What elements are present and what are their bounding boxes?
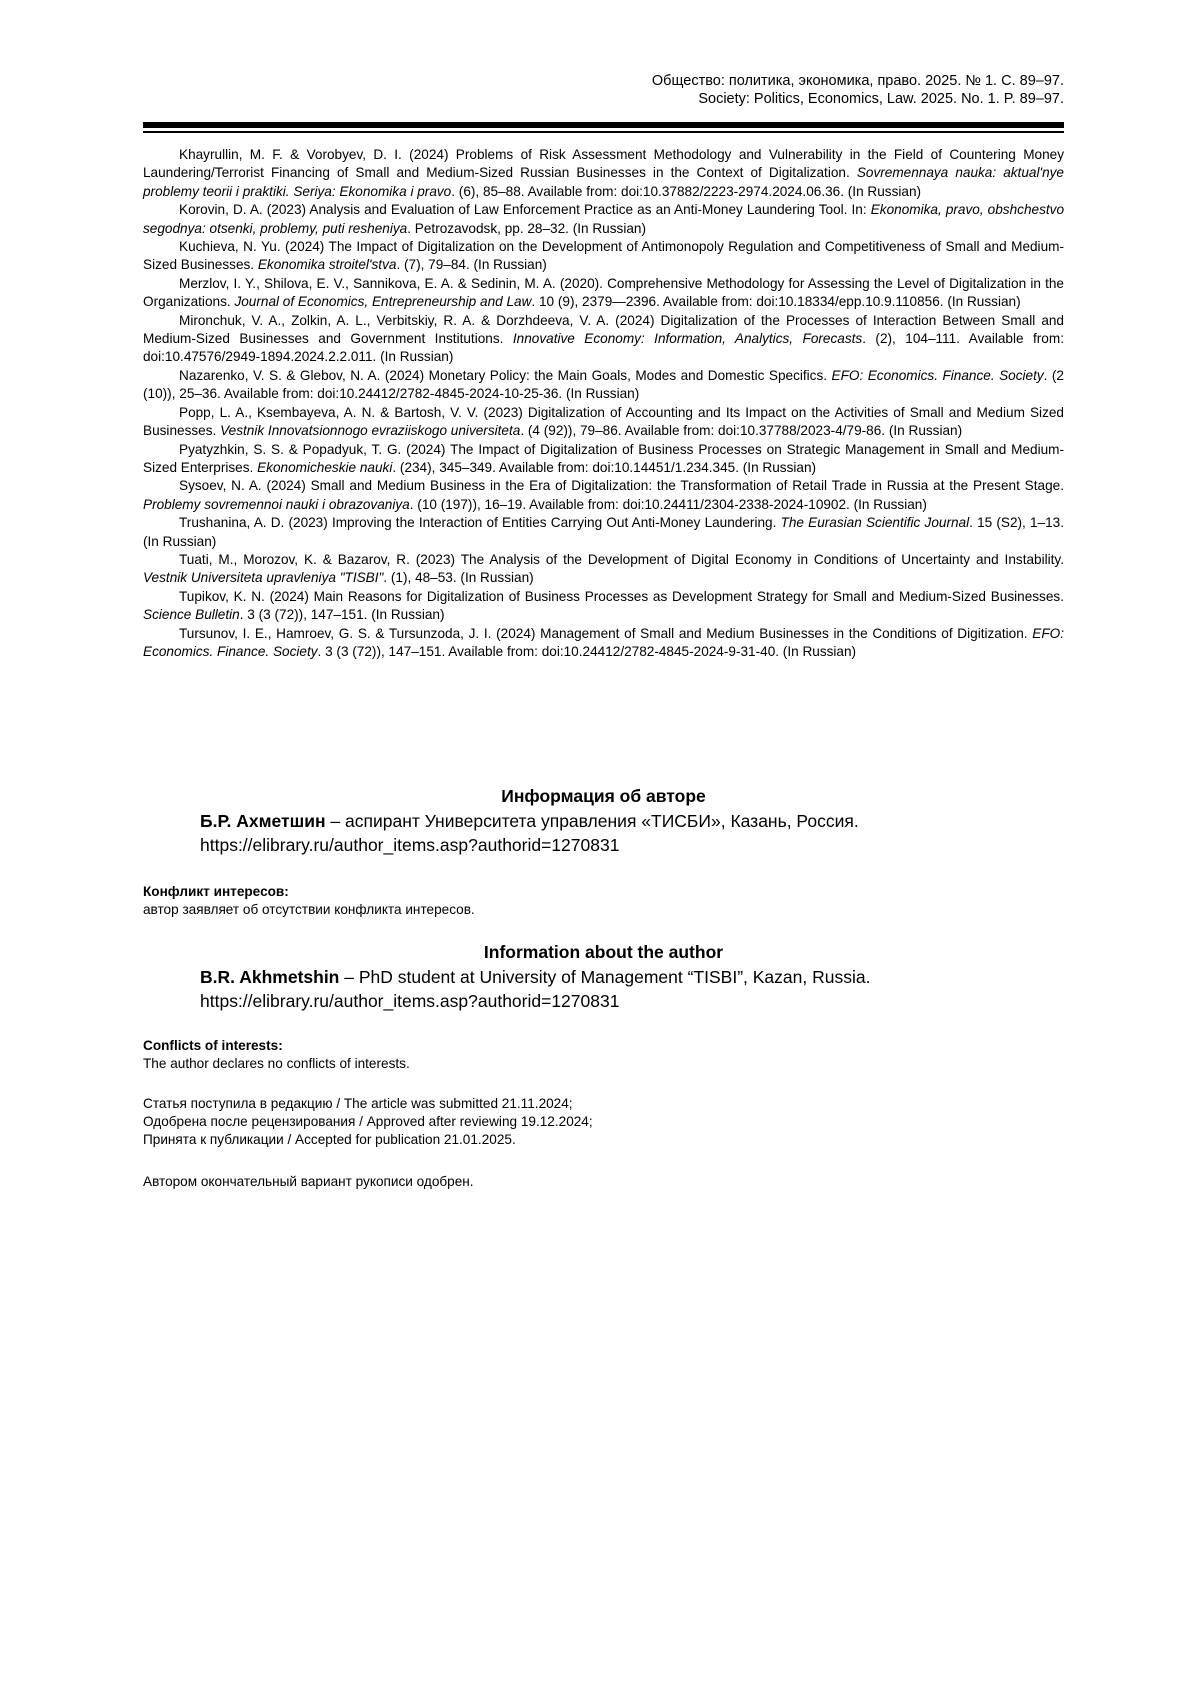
- reference-entry: [143, 312, 1064, 367]
- submission-dates: [143, 1095, 1064, 1149]
- reference-details: . 3 (3 (72)), 147–151. Available from: doi:10.24412/2782-4845-2024-9-31-40. (In Russian): [317, 643, 857, 659]
- reference-citation: Merzlov, I. Y., Shilova, E. V., Sannikova, E. A. & Sedinin, M. A. (2020). Comprehensive Methodology for Assessing the Level of Digitalization in the Organizations.: [143, 275, 1064, 310]
- reference-entry: [143, 201, 1064, 238]
- reference-journal: EFO: Economics. Finance. Society: [831, 367, 1044, 383]
- reference-citation: Khayrullin, M. F. & Vorobyev, D. I. (2024) Problems of Risk Assessment Methodology and Vulnerability in the Field of Countering Money Laundering/Terrorist Financing of Small and Medium-Sized Russian Businesses in the Context of Digitalization.: [143, 147, 1064, 181]
- reference-details: . Petrozavodsk, pp. 28–32. (In Russian): [407, 220, 647, 236]
- running-header: [164, 72, 1064, 108]
- conflict-block-en: [143, 1037, 1064, 1073]
- reference-details: . (1), 48–53. (In Russian): [383, 570, 534, 586]
- conflict-label-en: Conflicts of interests:: [143, 1038, 283, 1053]
- header-line-ru: Общество: политика, экономика, право. 2025. № 1. С. 89–97.: [651, 73, 1064, 89]
- reference-journal: Innovative Economy: Information, Analytics, Forecasts: [512, 331, 863, 347]
- reference-entry: [143, 551, 1064, 588]
- reference-journal: The Eurasian Scientific Journal: [780, 515, 970, 531]
- reference-entry: [143, 146, 1064, 201]
- reference-citation: Korovin, D. A. (2023) Analysis and Evaluation of Law Enforcement Practice as an Anti-Money Laundering Tool. In:: [179, 202, 871, 218]
- reference-details: . 10 (9), 2379—2396. Available from: doi:10.18334/epp.10.9.110856. (In Russian): [531, 294, 1021, 310]
- conflict-text-en: The author declares no conflicts of interests.: [143, 1056, 410, 1071]
- reference-details: . (10 (197)), 16–19. Available from: doi:10.24411/2304-2338-2024-10902. (In Russian): [409, 496, 927, 512]
- reference-entry: [143, 404, 1064, 441]
- reference-journal: Vestnik Universiteta upravleniya "TISBI": [143, 570, 384, 586]
- reference-citation: Tuati, M., Morozov, K. & Bazarov, R. (2023) The Analysis of the Development of Digital Economy in Conditions of Uncertainty and Instability.: [179, 551, 1064, 567]
- reference-citation: Nazarenko, V. S. & Glebov, N. A. (2024) Monetary Policy: the Main Goals, Modes and Domestic Specifics.: [179, 367, 832, 383]
- date-approved: Одобрена после рецензирования / Approved after reviewing 19.12.2024;: [143, 1114, 593, 1129]
- author-info-heading-ru: Информация об авторе: [501, 786, 706, 806]
- author-link-ru[interactable]: https://elibrary.ru/author_items.asp?authorid=1270831: [200, 835, 620, 855]
- reference-journal: Science Bulletin: [143, 607, 240, 623]
- reference-details: . (2), 104–111. Available from: doi:10.47576/2949-1894.2024.2.2.011. (In Russian): [143, 331, 1064, 365]
- author-name-ru: Б.Р. Ахметшин: [200, 811, 326, 831]
- reference-entry: [143, 514, 1064, 551]
- reference-citation: Popp, L. A., Ksembayeva, A. N. & Bartosh, V. V. (2023) Digitalization of Accounting and Its Impact on the Activities of Small and Medium Sized Businesses.: [143, 404, 1064, 439]
- reference-details: . (4 (92)), 79–86. Available from: doi:10.37788/2023-4/79-86. (In Russian): [520, 423, 963, 439]
- reference-journal: Ekonomika stroitel'stva: [257, 257, 397, 273]
- conflict-block-ru: [143, 883, 1064, 919]
- author-line-en: [200, 965, 1064, 989]
- author-info-heading-en: Information about the author: [483, 942, 724, 962]
- reference-citation: Tupikov, K. N. (2024) Main Reasons for Digitalization of Business Processes as Development Strategy for Small and Medium-Sized Businesses.: [179, 588, 1064, 604]
- reference-entry: [143, 625, 1064, 662]
- author-desc-en: – PhD student at University of Management “TISBI”, Kazan, Russia.: [339, 967, 871, 987]
- reference-journal: Journal of Economics, Entrepreneurship and Law: [234, 294, 532, 310]
- reference-details: . (6), 85–88. Available from: doi:10.37882/2223-2974.2024.06.36. (In Russian): [451, 183, 922, 199]
- header-rule-thin: [143, 131, 1064, 133]
- author-desc-ru: – аспирант Университета управления «ТИСБИ», Казань, Россия.: [325, 811, 859, 831]
- reference-citation: Sysoev, N. A. (2024) Small and Medium Business in the Era of Digitalization: the Transformation of Retail Trade in Russia at the Present Stage.: [179, 478, 1064, 494]
- author-name-en: B.R. Akhmetshin: [200, 967, 340, 987]
- reference-citation: Tursunov, I. E., Hamroev, G. S. & Tursunzoda, J. I. (2024) Management of Small and Medium Businesses in the Conditions of Digitization.: [179, 625, 1033, 641]
- reference-details: . (234), 345–349. Available from: doi:10.14451/1.234.345. (In Russian): [392, 459, 817, 475]
- reference-details: . 3 (3 (72)), 147–151. (In Russian): [239, 607, 445, 623]
- reference-entry: [143, 275, 1064, 312]
- header-line-en: Society: Politics, Economics, Law. 2025. No. 1. P. 89–97.: [698, 91, 1064, 107]
- reference-citation: Pyatyzhkin, S. S. & Popadyuk, T. G. (2024) The Impact of Digitalization of Business Processes on Strategic Management in Small and Medium-Sized Enterprises.: [143, 441, 1064, 475]
- author-info-en: [200, 965, 1064, 1013]
- reference-details: . (7), 79–84. (In Russian): [396, 257, 547, 273]
- reference-citation: Trushanina, A. D. (2023) Improving the Interaction of Entities Carrying Out Anti-Money Laundering.: [179, 515, 781, 531]
- date-accepted: Принята к публикации / Accepted for publication 21.01.2025.: [143, 1132, 516, 1147]
- author-line-ru: [200, 809, 1064, 833]
- reference-entry: [143, 441, 1064, 478]
- reference-entry: [143, 238, 1064, 275]
- reference-journal: Sovremennaya nauka: aktual'nye problemy teorii i praktiki. Seriya: Ekonomika i pravo: [143, 165, 1064, 199]
- author-info-ru: [200, 809, 1064, 857]
- reference-entry: [143, 477, 1064, 514]
- reference-journal: Problemy sovremennoi nauki i obrazovaniya: [143, 496, 410, 512]
- reference-list: [143, 146, 1064, 661]
- date-submitted: Статья поступила в редакцию / The article was submitted 21.11.2024;: [143, 1096, 573, 1111]
- reference-entry: [143, 588, 1064, 625]
- conflict-label-ru: Конфликт интересов:: [143, 884, 289, 899]
- reference-citation: Mironchuk, V. A., Zolkin, A. L., Verbitskiy, R. A. & Dorzhdeeva, V. A. (2024) Digitalization of the Processes of Interaction Between Small and Medium-Sized Businesses and Government Institutions.: [143, 312, 1064, 347]
- header-rule-thick: [143, 122, 1064, 128]
- reference-journal: Ekonomika, pravo, obshchestvo segodnya: otsenki, problemy, puti resheniya: [143, 202, 1064, 236]
- conflict-text-ru: автор заявляет об отсутствии конфликта интересов.: [143, 902, 475, 917]
- reference-details: . 15 (S2), 1–13. (In Russian): [143, 515, 1065, 549]
- reference-journal: EFO: Economics. Finance. Society: [143, 625, 1064, 659]
- author-link-en[interactable]: https://elibrary.ru/author_items.asp?authorid=1270831: [200, 991, 620, 1011]
- reference-citation: Kuchieva, N. Yu. (2024) The Impact of Digitalization on the Development of Antimonopoly Regulation and Competitiveness of Small and Medium-Sized Businesses.: [143, 239, 1064, 273]
- reference-details: . (2 (10)), 25–36. Available from: doi:10.24412/2782-4845-2024-10-25-36. (In Russian): [143, 367, 1064, 402]
- reference-journal: Vestnik Innovatsionnogo evraziiskogo universiteta: [220, 423, 521, 439]
- final-approval-note: Автором окончательный вариант рукописи одобрен.: [143, 1174, 474, 1189]
- reference-journal: Ekonomicheskie nauki: [257, 459, 393, 475]
- reference-entry: [143, 367, 1064, 404]
